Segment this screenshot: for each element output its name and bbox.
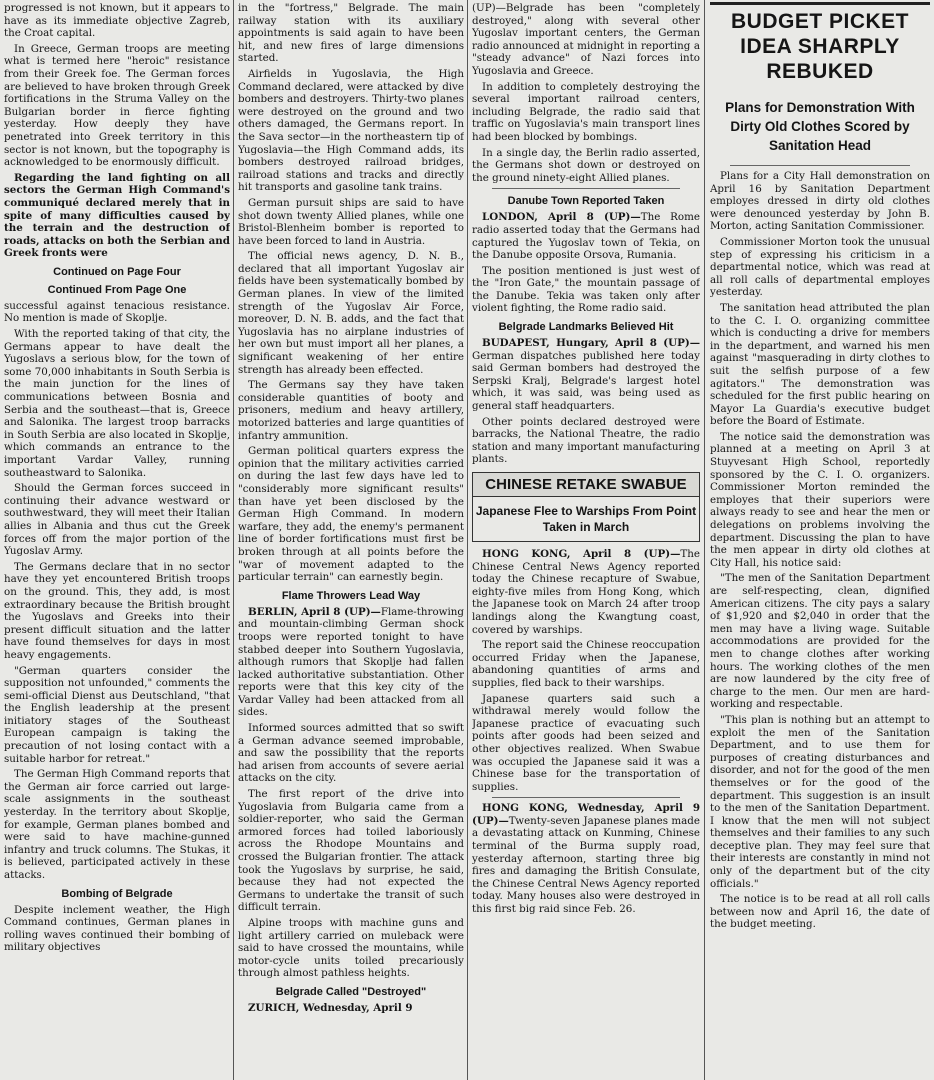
main-headline: BUDGET PICKET IDEA SHARPLY REBUKED: [710, 2, 930, 84]
paragraph: [472, 802, 700, 915]
paragraph: Despite inclement weather, the High Command continues, German planes in rolling waves continued their bombing of military objectives: [4, 903, 230, 954]
paragraph: Alpine troops with machine guns and light artillery carried on muleback were said to have crossed the mountains, while motor-cycle units toiled precariously through almost pathless heights.: [238, 916, 464, 980]
column-rule: [233, 0, 234, 1080]
divider: [730, 165, 910, 166]
headline-deck: Plans for Demonstration With Dirty Old Clothes Scored by Sanitation Head: [725, 100, 915, 153]
paragraph: The notice said the demonstration was planned at a meeting on April 3 at Stuyvesant High School, reportedly sponsored by the C. I. O. organizers. Commissioner Morton reminded the employes that their superiors were always ready to see and hear the men or delegations on problems involving the department. Discussing the plan to have the men appear in dirty old clothes at City Hall, his notice said:: [710, 430, 930, 569]
dateline: BERLIN, April 8 (UP)—: [248, 605, 381, 618]
paragraph: The Germans say they have taken considerable quantities of booty and prisoners, medium and heavy artillery, motorized batteries and large quantities of infantry ammunition.: [238, 379, 464, 442]
paragraph: [238, 606, 464, 719]
paragraph: "German quarters consider the supposition not unfounded," comments the semi-official Dienst aus Deutschland, "that the English leadership at the present initiatory stages of the Southeast European campaign is taking the precaution of not losing contact with a suitable harbor for retreat.": [4, 664, 230, 765]
box-headline: CHINESE RETAKE SWABUE: [473, 473, 699, 497]
column-rule: [704, 0, 705, 1080]
paragraph: Airfields in Yugoslavia, the High Command declared, were attacked by dive bombers and destroyers. Thirty-two planes were destroyed on the ground and two others damaged, the Germans report. In the Sava sector—in the northeastern tip of Yugoslavia—the High Command adds, its bombers destroyed railroad bridges, railroad stations and tracks and directly hit transports and gasoline tank trains.: [238, 67, 464, 194]
paragraph: In addition to completely destroying the several important railroad centers, including Belgrade, the radio said that traffic on Yugoslavia's main transport lines had been blocked by bombings.: [472, 80, 700, 143]
subhead: Belgrade Called "Destroyed": [275, 985, 427, 998]
divider: [492, 188, 680, 189]
column-2: [238, 2, 464, 1080]
paragraph-text: The Rome radio asserted today that the Germans had captured the Yugoslav town of Tekia, on the Danube opposite Orsova, Rumania.: [472, 211, 700, 262]
boxed-story: [472, 472, 700, 542]
paragraph: The report said the Chinese reoccupation occurred Friday when the Japanese, abandoning quantities of arms and supplies, fled back to their warships.: [472, 639, 700, 689]
paragraph: In Greece, German troops are meeting what is termed here "heroic" resistance from their Greek foe. The German forces are believed to have broken through Greek fortifications in the Struma Valley on the Bulgarian border in fierce fighting yesterday. How deeply they have penetrated into Greek territory in this sector is not known, but the topography is acknowledged to be enormously difficult.: [4, 42, 230, 169]
subhead: Danube Town Reported Taken: [507, 195, 665, 208]
paragraph: The notice is to be read at all roll calls between now and April 16, the date of the budget meeting.: [710, 893, 930, 931]
paragraph: With the reported taking of that city, the Germans appear to have dealt the Yugoslavs a serious blow, for the town of some 70,000 inhabitants in South Serbia is the main junction for the lines of communications between Bosnia and Serbia and the southeast—that is, Greece and Salonika. The largest troop barracks in South Serbia are also located in Skoplje, which commands an entrance to the important Vardar Valley, running southeastward to Salonika.: [4, 328, 230, 479]
column-3: [472, 2, 700, 1080]
dateline: BUDAPEST, Hungary, April 8 (UP)—: [482, 337, 700, 350]
paragraph: The first report of the drive into Yugoslavia from Bulgaria came from a soldier-reporter, who said the German armored forces had toiled laboriously across the Rhodope Mountains and crossed the Bulgarian frontier. The attack took the Yugoslavs by surprise, he said, because they had not expected the Germans to undertake the transit of such difficult terrain.: [238, 788, 464, 914]
dateline: ZURICH, Wednesday, April 9: [248, 1001, 413, 1014]
paragraph-text: The Chinese Central News Agency reported today the Chinese recapture of Swabue, eighty-five miles from Hong Kong, which the Japanese took on March 24 after troop landings along the Kwangtung coast, covered by warships.: [472, 548, 700, 636]
paragraph: Should the German forces succeed in continuing their advance westward or southwestward, they will meet their Italian allies in Albania and thus cut the Greek forces off from the major portion of the Yugoslav Army.: [4, 482, 230, 558]
paragraph: [472, 337, 700, 413]
paragraph: Plans for a City Hall demonstration on April 16 by Sanitation Department employes dressed in dirty old clothes were denounced yesterday by John B. Morton, acting Sanitation Commissioner.: [710, 170, 930, 233]
paragraph: "This plan is nothing but an attempt to exploit the men of the Sanitation Department, and to use them for purposes of creating disturbances and disorder, and not for the good of the men themselves or for the good of the department. This suggestion is an insult to the men of the Sanitation Department. I know that the men will not subject themselves and their families to any such deceptive plan. They may feel sure that their interests are constantly in mind not only of the department but of the city officials.": [710, 713, 930, 890]
paragraph: Informed sources admitted that so swift a German advance seemed improbable, and saw the possibility that the reports had arisen from accounts of severe aerial attacks on the city.: [238, 722, 464, 785]
paragraph: German political quarters express the opinion that the military activities carried on during the last few days have led to "considerably more significant results" than have yet been disclosed by the German High Command. In modern warfare, they add, the enemy's permanent line of border fortifications must first be broken through at all points before the "war of movement adapted to the particular terrain" can earnestly begin.: [238, 445, 464, 584]
paragraph: The German High Command reports that the German air force carried out large-scale assignments in the southeast yesterday. In the territory about Skoplje, for example, German planes bombed and were said to have machine-gunned infantry and truck columns. The Stukas, it is believed, participated actively in these attacks.: [4, 768, 230, 881]
paragraph: successful against tenacious resistance. No mention is made of Skoplje.: [4, 299, 230, 325]
subhead: Bombing of Belgrade: [61, 887, 173, 900]
column-4: [710, 2, 930, 1080]
paragraph: Commissioner Morton took the unusual step of expressing his criticism in a departmental notice, which was read at all roll calls of departmental employes yesterday.: [710, 235, 930, 299]
paragraph-text: Twenty-seven Japanese planes made a devastating attack on Kunming, Chinese terminal of the Burma supply road, yesterday afternoon, starting three big fires and damaging the British Consulate, the Chinese Central News Agency reported today. Many houses also were destroyed in this first big raid since Feb. 26.: [472, 814, 700, 916]
paragraph: German pursuit ships are said to have shot down twenty Allied planes, while one Bristol-Blenheim bomber is reported to have been forced to land in Austria.: [238, 196, 464, 247]
paragraph-text: German dispatches published here today said German bombers had destroyed the Serpski Kralj, Belgrade's largest hotel which, it was said, was being used as general staff headquarters.: [472, 349, 700, 413]
paragraph: [472, 211, 700, 261]
continued-on-line: Continued on Page Four: [53, 265, 181, 278]
column-rule: [467, 0, 468, 1080]
paragraph: [472, 548, 700, 636]
dateline: HONG KONG, Wednesday, April 9 (UP)—: [472, 802, 700, 827]
continued-from-line: Continued From Page One: [47, 283, 187, 296]
paragraph: Other points declared destroyed were barracks, the National Theatre, the radio station and many important manufacturing plants.: [472, 415, 700, 466]
subhead: Flame Throwers Lead Way: [281, 589, 421, 602]
box-deck: Japanese Flee to Warships From Point Taken in March: [475, 504, 697, 534]
paragraph: The position mentioned is just west of the "Iron Gate," the mountain passage of the Danube. Tekia was taken only after violent fighting, the Rome radio said.: [472, 264, 700, 315]
paragraph: The official news agency, D. N. B., declared that all important Yugoslav air fields have been systematically bombed by German planes. In view of the limited strength of the Yugoslav Air Force, moreover, D. N. B. adds, and the fact that Yugoslavia has no airplane industries of her own but must import all her planes, a significant weakening of her entire strength has already been effected.: [238, 250, 464, 376]
paragraph-text: Flame-throwing and mountain-climbing German shock troops were reported tonight to have stabbed deeper into Southern Yugoslavia, although rumors that Skoplje had fallen lacked authoritative substantiation. Other reports were that this key city of the Vardar Valley had been attacked from all sides.: [238, 605, 464, 719]
dateline: HONG KONG, April 8 (UP)—: [482, 548, 681, 560]
paragraph: "The men of the Sanitation Department are self-respecting, clean, dignified American citizens. The city pays a salary of $1,920 and $2,040 in order that the men may have a living wage. Suitable accommodations are provided for the men to change clothes after working hours. The working clothes of the men are now laundered by the city free of charge to the men. Our men are hard-working and respectable.: [710, 572, 930, 711]
paragraph: The Germans declare that in no sector have they yet encountered British troops on the ground. This, they add, is most extraordinary because the British brought the Yugoslavs and Greeks into their present difficult situation and the latter have found themselves for days in most heavy engagements.: [4, 560, 230, 661]
dateline: LONDON, April 8 (UP)—: [482, 211, 641, 224]
paragraph: In a single day, the Berlin radio asserted, the Germans shot down or destroyed on the ground ninety-eight Allied planes.: [472, 146, 700, 184]
divider: [492, 797, 680, 798]
paragraph: (UP)—Belgrade has been "completely destroyed," along with several other Yugoslav important centers, the German radio announced at midnight in reporting a "steady advance" of Nazi forces into Yugoslavia and Greece.: [472, 2, 700, 77]
paragraph: progressed is not known, but it appears to have as its immediate objective Zagreb, the Croat capital.: [4, 2, 230, 40]
paragraph: Japanese quarters said such a withdrawal merely would follow the Japanese practice of evacuating such points after goods had been seized and other objectives realized. When Swabue was occupied the Japanese said it was a Chinese base for the transportation of supplies.: [472, 692, 700, 793]
paragraph: in the "fortress," Belgrade. The main railway station with its auxiliary appointments is said again to have been hit, and new fires of large dimensions started.: [238, 2, 464, 65]
column-1: [4, 2, 230, 1080]
subhead: Belgrade Landmarks Believed Hit: [498, 321, 674, 334]
paragraph: Regarding the land fighting on all sectors the German High Command's communiqué declared merely that in spite of many difficulties caused by the terrain and the destruction of roads, attacks on both the Serbian and Greek fronts were: [4, 171, 230, 260]
paragraph: The sanitation head attributed the plan to the C. I. O. organizing committee which is conducting a drive for members in the department, and warned his men against "masquerading in dirty clothes to suit the selfish purpose of a few agitators." The demonstration was scheduled for the first public hearing on Mayor La Guardia's executive budget before the Board of Estimate.: [710, 301, 930, 428]
